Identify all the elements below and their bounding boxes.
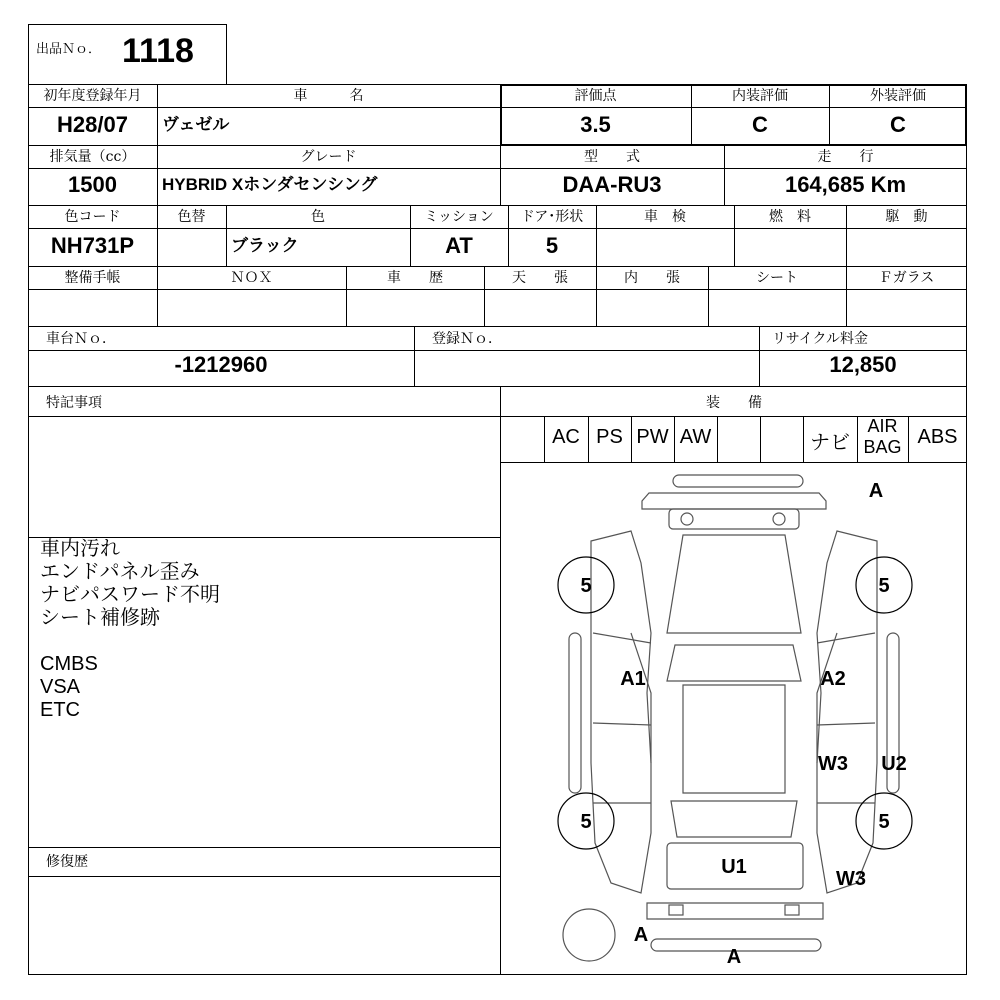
mark-rear-bumper-left: A [633, 924, 649, 946]
color-code-value: NH731P [50, 233, 135, 258]
equip-airbag: AIR BAG [863, 416, 902, 457]
model-label: 型 式 [584, 149, 640, 165]
roof-label: 天 張 [512, 270, 568, 286]
lot-number: 1118 [122, 32, 194, 70]
exterior-grade-label: 外装評価 [870, 88, 926, 104]
repair-history-label: 修復歴 [46, 854, 88, 870]
equip-ac: AC [552, 426, 580, 448]
car-name-label: 車 名 [293, 88, 364, 104]
door-value: 5 [545, 233, 559, 258]
mileage-label: 走 行 [817, 149, 874, 165]
chassis-label: 車台Ｎｏ． [46, 331, 116, 347]
equipment-label: 装 備 [706, 395, 762, 411]
rear-window [671, 801, 797, 837]
model-value: DAA-RU3 [562, 172, 662, 197]
equip-pw: PW [636, 426, 669, 448]
recycle-value: 12,850 [829, 352, 897, 377]
displacement-label: 排気量（cc） [49, 149, 136, 165]
mark-right-pillar: A2 [820, 668, 846, 690]
mark-left-pillar: A1 [620, 668, 646, 690]
color-value: ブラック [231, 236, 299, 255]
mark-right-door: W3 [818, 753, 848, 775]
score-value: 3.5 [580, 112, 611, 137]
displacement-value: 1500 [68, 172, 117, 197]
inspection-label: 車 検 [644, 209, 686, 225]
mark-fl-tire: 5 [580, 575, 592, 597]
nox-label: ＮＯＸ [230, 270, 273, 286]
mission-value: AT [445, 233, 473, 258]
exterior-grade-value: C [890, 112, 906, 137]
equip-abs: ABS [917, 426, 958, 448]
front-glass-label: Ｆガラス [878, 270, 935, 286]
notes-text: 車内汚れ エンドパネル歪み ナビパスワード不明 シート補修跡 CMBS VSA ETC [40, 538, 220, 721]
equip-navi: ナビ [810, 432, 850, 454]
front-bumper [642, 475, 826, 529]
mark-rear-right: W3 [836, 868, 866, 890]
color-change-label: 色替 [177, 209, 206, 225]
notes-label: 特記事項 [46, 395, 102, 411]
tires [558, 557, 912, 961]
recycle-label: リサイクル料金 [772, 331, 869, 347]
mark-rear-bumper: A [726, 946, 742, 968]
color-label: 色 [311, 209, 325, 225]
rear-bumper [647, 903, 823, 951]
car-name-value: ヴェゼル [162, 115, 230, 134]
history-label: 車 歴 [387, 270, 443, 286]
mark-front: A [868, 480, 884, 502]
chassis-value: -1212960 [174, 352, 268, 377]
interior-grade-value: C [752, 112, 768, 137]
hood [667, 535, 801, 633]
spare-tire [563, 909, 615, 961]
door-label: ドア･形状 [520, 209, 584, 225]
reg-date-value: H28/07 [57, 112, 128, 137]
mark-fr-tire: 5 [878, 575, 890, 597]
grade-value: HYBRID Xホンダセンシング [162, 175, 378, 194]
roof [683, 685, 785, 793]
mark-rl-tire: 5 [580, 811, 592, 833]
seat-label: シート [756, 270, 798, 286]
interior-grade-label: 内装評価 [732, 88, 788, 104]
mission-label: ミッション [424, 209, 494, 225]
score-label: 評価点 [574, 88, 617, 104]
equip-aw: AW [679, 426, 712, 448]
mark-tailgate: U1 [721, 856, 747, 878]
mark-rr-tire: 5 [878, 811, 890, 833]
equip-ps: PS [596, 426, 623, 448]
drive-label: 駆 動 [885, 209, 928, 225]
grade-label: グレード [300, 149, 357, 165]
lot-label: 出品Ｎｏ． [36, 42, 102, 57]
mileage-value: 164,685 Km [784, 172, 907, 197]
maintenance-label: 整備手帳 [64, 270, 121, 286]
fuel-label: 燃 料 [769, 209, 811, 225]
interior-lining-label: 内 張 [624, 270, 680, 286]
windshield [667, 645, 801, 681]
registration-label: 登録Ｎｏ． [432, 331, 502, 347]
reg-date-label: 初年度登録年月 [43, 88, 142, 104]
car-diagram [501, 463, 967, 975]
mark-right-sill: U2 [881, 753, 907, 775]
color-code-label: 色コード [64, 209, 121, 225]
